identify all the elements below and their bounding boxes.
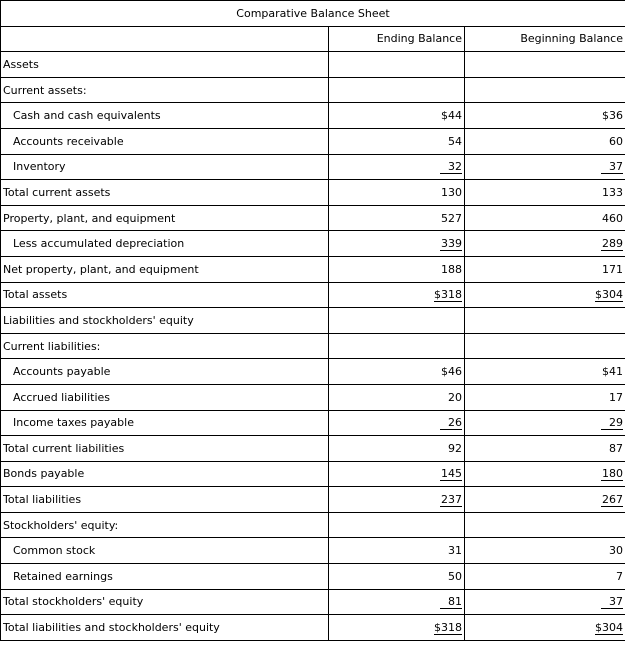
table-row [1,77,625,103]
value-beginning: 133 [602,185,623,199]
cell-ending [329,308,465,334]
table-row [1,436,625,462]
value-ending: 188 [441,262,462,276]
header-row [1,26,625,52]
row-label: Current liabilities: [1,333,329,359]
cell-ending [329,282,465,308]
table-row [1,128,625,154]
cell-ending [329,256,465,282]
cell-ending [329,180,465,206]
row-label: Total liabilities and stockholders' equity [1,615,329,641]
column-header-beginning: Beginning Balance [465,26,625,52]
row-label: Total current assets [1,180,329,206]
value-ending: 237 [441,492,462,506]
table-row [1,154,625,180]
row-label: Common stock [1,538,329,564]
sheet-title: Comparative Balance Sheet [1,1,625,27]
table-row [1,52,625,78]
value-ending: 527 [441,211,462,225]
cell-beginning [465,282,625,308]
table-row [1,282,625,308]
row-label: Total assets [1,282,329,308]
cell-ending [329,52,465,78]
value-ending: 32 [440,160,462,174]
value-beginning: $304 [595,620,623,634]
value-ending: 130 [441,185,462,199]
cell-beginning [465,205,625,231]
table-row [1,512,625,538]
table-row [1,333,625,359]
value-beginning: $41 [602,365,623,379]
row-label: Inventory [1,154,329,180]
value-beginning: $36 [602,109,623,123]
cell-ending [329,589,465,615]
value-ending: $318 [434,287,462,301]
cell-ending [329,512,465,538]
cell-beginning [465,256,625,282]
value-beginning: 60 [609,134,623,148]
value-beginning: $304 [595,287,623,301]
row-label: Net property, plant, and equipment [1,256,329,282]
cell-beginning [465,410,625,436]
table-row [1,564,625,590]
value-ending: 31 [448,544,462,558]
column-header-ending: Ending Balance [329,26,465,52]
cell-ending [329,384,465,410]
cell-ending [329,231,465,257]
table-row [1,589,625,615]
row-label: Assets [1,52,329,78]
cell-ending [329,103,465,129]
cell-beginning [465,487,625,513]
cell-beginning [465,308,625,334]
row-label: Liabilities and stockholders' equity [1,308,329,334]
balance-sheet-body [1,1,625,641]
cell-beginning [465,512,625,538]
table-row [1,384,625,410]
cell-beginning [465,128,625,154]
cell-beginning [465,461,625,487]
table-row [1,256,625,282]
row-label: Cash and cash equivalents [1,103,329,129]
value-beginning: 180 [602,466,623,480]
cell-beginning [465,538,625,564]
value-beginning: 37 [601,160,623,174]
table-row [1,615,625,641]
table-row [1,231,625,257]
value-ending: 20 [448,390,462,404]
value-beginning: 37 [601,595,623,609]
cell-beginning [465,384,625,410]
value-ending: 81 [440,595,462,609]
cell-beginning [465,103,625,129]
row-label: Accounts payable [1,359,329,385]
value-beginning: 30 [609,544,623,558]
header-label-cell [1,26,329,52]
cell-beginning [465,564,625,590]
row-label: Stockholders' equity: [1,512,329,538]
row-label: Bonds payable [1,461,329,487]
table-row [1,487,625,513]
value-ending: 26 [440,416,462,430]
value-beginning: 7 [616,569,623,583]
value-ending: $46 [441,365,462,379]
cell-ending [329,77,465,103]
value-ending: 92 [448,441,462,455]
value-ending: 54 [448,134,462,148]
row-label: Current assets: [1,77,329,103]
cell-ending [329,359,465,385]
table-row [1,359,625,385]
cell-beginning [465,359,625,385]
value-beginning: 289 [602,236,623,250]
row-label: Income taxes payable [1,410,329,436]
row-label: Total current liabilities [1,436,329,462]
table-row [1,205,625,231]
cell-beginning [465,436,625,462]
row-label: Property, plant, and equipment [1,205,329,231]
table-row [1,308,625,334]
cell-ending [329,461,465,487]
value-beginning: 171 [602,262,623,276]
row-label: Accounts receivable [1,128,329,154]
value-beginning: 29 [601,416,623,430]
value-beginning: 17 [609,390,623,404]
row-label: Accrued liabilities [1,384,329,410]
value-ending: 145 [441,466,462,480]
cell-ending [329,615,465,641]
value-beginning: 267 [602,492,623,506]
value-ending: $318 [434,620,462,634]
cell-beginning [465,77,625,103]
cell-ending [329,436,465,462]
cell-ending [329,333,465,359]
cell-beginning [465,180,625,206]
cell-beginning [465,154,625,180]
title-row [1,1,625,27]
row-label: Less accumulated depreciation [1,231,329,257]
cell-ending [329,487,465,513]
cell-beginning [465,589,625,615]
value-ending: 50 [448,569,462,583]
cell-beginning [465,52,625,78]
cell-ending [329,154,465,180]
table-row [1,410,625,436]
table-row [1,461,625,487]
value-ending: $44 [441,109,462,123]
cell-ending [329,128,465,154]
table-row [1,103,625,129]
cell-ending [329,410,465,436]
cell-beginning [465,615,625,641]
table-row [1,538,625,564]
value-ending: 339 [441,236,462,250]
value-beginning: 460 [602,211,623,225]
cell-ending [329,205,465,231]
row-label: Total liabilities [1,487,329,513]
cell-ending [329,564,465,590]
value-beginning: 87 [609,441,623,455]
row-label: Total stockholders' equity [1,589,329,615]
table-row [1,180,625,206]
cell-beginning [465,231,625,257]
row-label: Retained earnings [1,564,329,590]
cell-ending [329,538,465,564]
cell-beginning [465,333,625,359]
